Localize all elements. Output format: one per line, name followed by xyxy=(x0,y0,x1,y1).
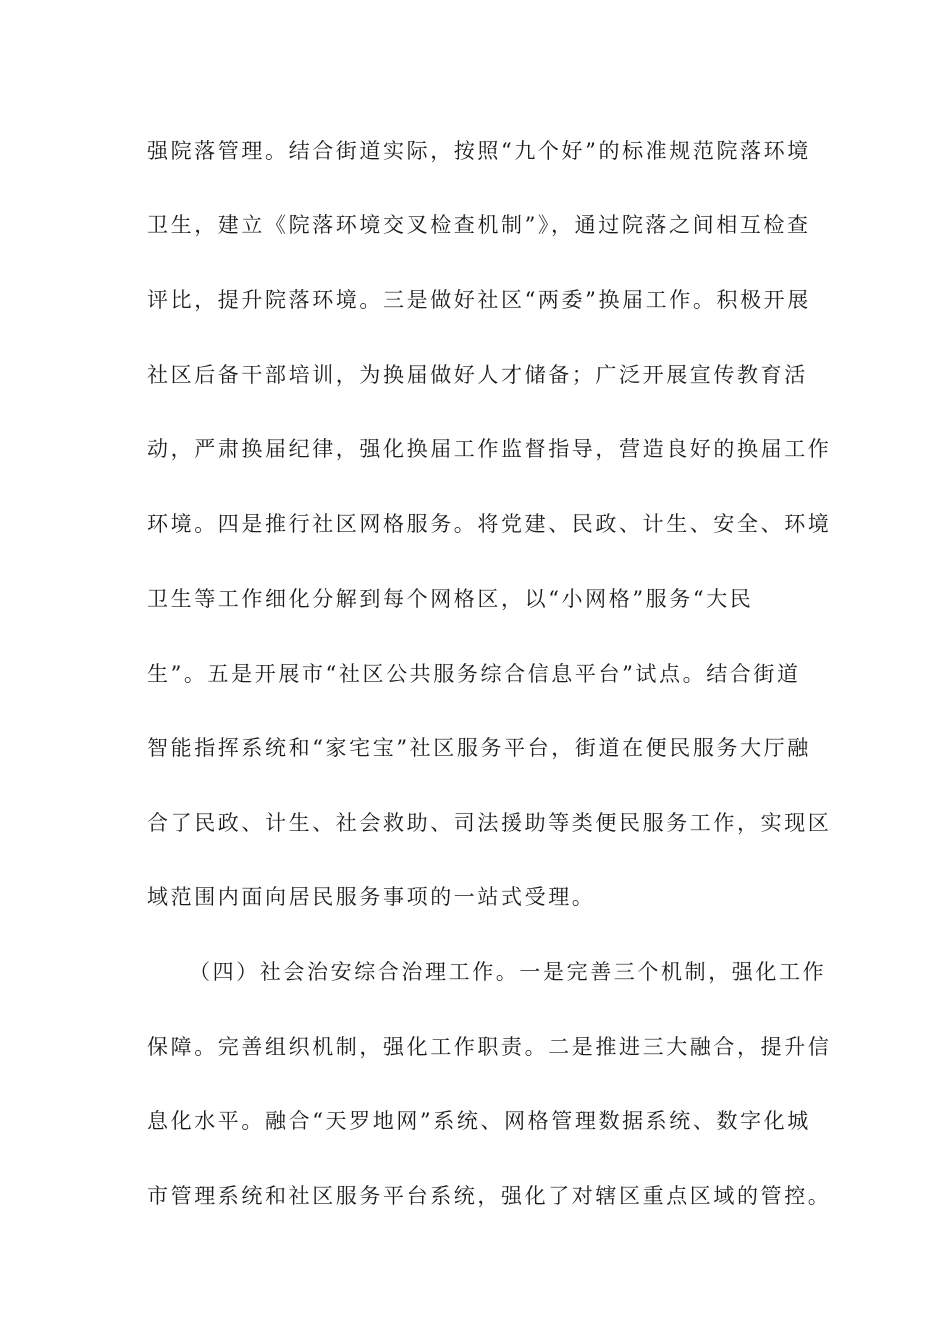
text-line: 卫生，建立《院落环境交叉检查机制”》，通过院落之间相互检查 xyxy=(147,213,811,237)
text-line: 保障。完善组织机制，强化工作职责。二是推进三大融合，提升信 xyxy=(147,1035,832,1059)
text-line: 生”。五是开展市“社区公共服务综合信息平台”试点。结合街道 xyxy=(147,662,801,686)
text-line: 社区后备干部培训，为换届做好人才储备；广泛开展宣传教育活 xyxy=(147,363,808,387)
text-line: 智能指挥系统和“家宅宝”社区服务平台，街道在便民服务大厅融 xyxy=(147,736,811,760)
text-line: 动，严肃换届纪律，强化换届工作监督指导，营造良好的换届工作 xyxy=(147,437,832,461)
text-line: 合了民政、计生、社会救助、司法援助等类便民服务工作，实现区 xyxy=(147,811,832,835)
text-line: 强院落管理。结合街道实际，按照“九个好”的标准规范院落环境 xyxy=(147,139,811,163)
text-line: 卫生等工作细化分解到每个网格区，以“小网格”服务“大民 xyxy=(147,587,754,611)
text-line: 环境。四是推行社区网格服务。将党建、民政、计生、安全、环境 xyxy=(147,512,832,536)
text-line: 市管理系统和社区服务平台系统，强化了对辖区重点区域的管控。 xyxy=(147,1184,832,1208)
text-line: 息化水平。融合“天罗地网”系统、网格管理数据系统、数字化城 xyxy=(147,1109,811,1133)
text-line: 评比，提升院落环境。三是做好社区“两委”换届工作。积极开展 xyxy=(147,288,811,312)
text-line: 域范围内面向居民服务事项的一站式受理。 xyxy=(147,885,596,909)
section-heading-line: （四）社会治安综合治理工作。一是完善三个机制，强化工作 xyxy=(189,960,827,984)
